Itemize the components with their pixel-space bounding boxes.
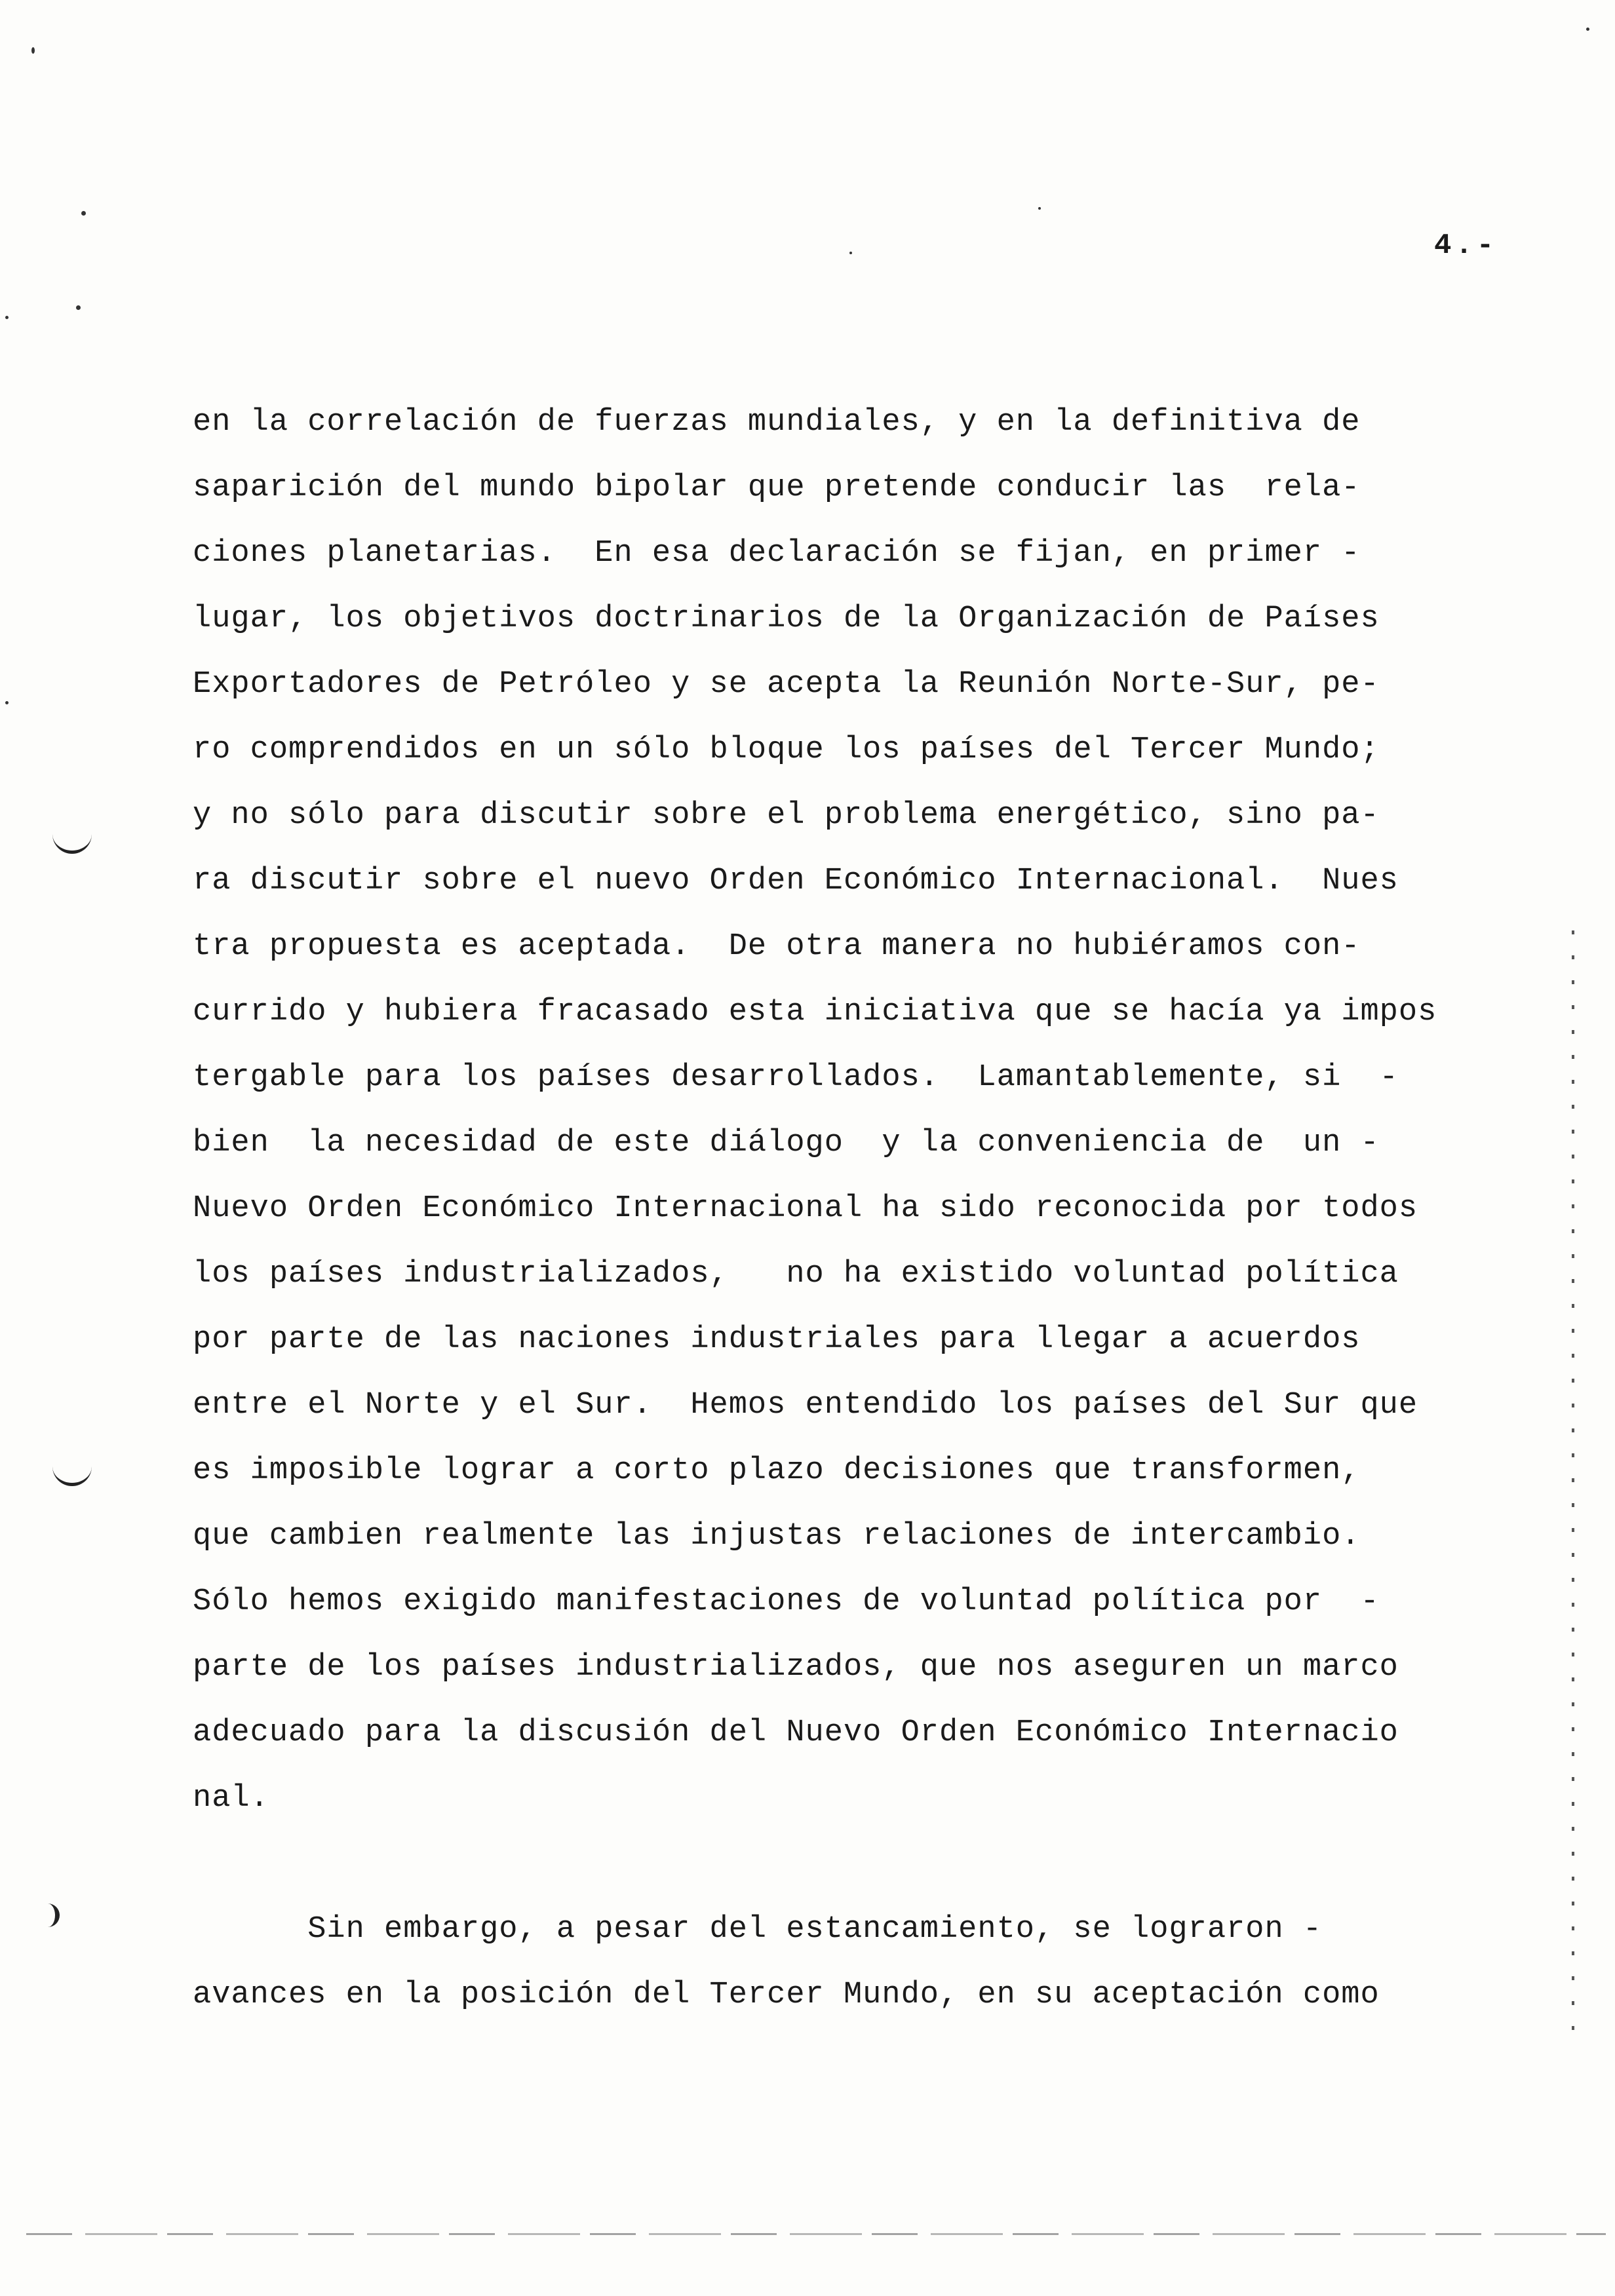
page-number: 4.- (1434, 229, 1498, 262)
punch-hole-mark (41, 1904, 60, 1927)
scan-edge-dots (1572, 930, 1574, 2044)
text-line: parte de los países industrializados, que nos aseguren un marco (193, 1650, 1399, 1685)
punch-hole-mark (52, 832, 92, 854)
text-line: avances en la posición del Tercer Mundo, en su aceptación como (193, 1978, 1380, 2012)
text-line: Sólo hemos exigido manifestaciones de voluntad política por - (193, 1584, 1380, 1619)
text-line: en la correlación de fuerzas mundiales, y en la definitiva de (193, 405, 1361, 440)
text-line: por parte de las naciones industriales para llegar a acuerdos (193, 1322, 1361, 1357)
text-line: saparición del mundo bipolar que pretende conducir las rela- (193, 470, 1361, 505)
text-line: lugar, los objetivos doctrinarios de la Organización de Países (193, 602, 1380, 636)
punch-hole-mark (52, 1464, 92, 1486)
text-line: Sin embargo, a pesar del estancamiento, se lograron - (193, 1912, 1323, 1947)
scan-speck (31, 47, 35, 54)
scan-speck (81, 211, 86, 216)
text-line: bien la necesidad de este diálogo y la conveniencia de un - (193, 1126, 1380, 1160)
text-line: ro comprendidos en un sólo bloque los países del Tercer Mundo; (193, 733, 1380, 767)
text-line: los países industrializados, no ha existido voluntad política (193, 1257, 1399, 1292)
scan-speck (5, 316, 9, 319)
text-line: entre el Norte y el Sur. Hemos entendido los países del Sur que (193, 1388, 1418, 1423)
scan-speck (5, 701, 9, 704)
text-line: currido y hubiera fracasado esta iniciativa que se hacía ya impos (193, 995, 1437, 1029)
scan-speck (1586, 28, 1589, 31)
text-line: que cambien realmente las injustas relaciones de intercambio. (193, 1519, 1361, 1554)
text-line: adecuado para la discusión del Nuevo Orden Económico Internacio (193, 1715, 1399, 1750)
text-line: nal. (193, 1781, 269, 1816)
text-line: es imposible lograr a corto plazo decisiones que transformen, (193, 1453, 1361, 1488)
text-line: Exportadores de Petróleo y se acepta la Reunión Norte-Sur, pe- (193, 667, 1380, 702)
text-line: ra discutir sobre el nuevo Orden Económico Internacional. Nues (193, 864, 1399, 898)
text-line: y no sólo para discutir sobre el problema energético, sino pa- (193, 798, 1380, 833)
scan-speck (849, 252, 852, 254)
scan-bottom-rule (26, 2233, 1606, 2235)
scan-speck (1038, 207, 1041, 210)
text-line: tra propuesta es aceptada. De otra manera no hubiéramos con- (193, 929, 1361, 964)
scan-speck (76, 305, 81, 310)
text-line: tergable para los países desarrollados. Lamantablemente, si - (193, 1060, 1399, 1095)
text-line: Nuevo Orden Económico Internacional ha sido reconocida por todos (193, 1191, 1418, 1226)
text-line: ciones planetarias. En esa declaración se fijan, en primer - (193, 536, 1361, 571)
